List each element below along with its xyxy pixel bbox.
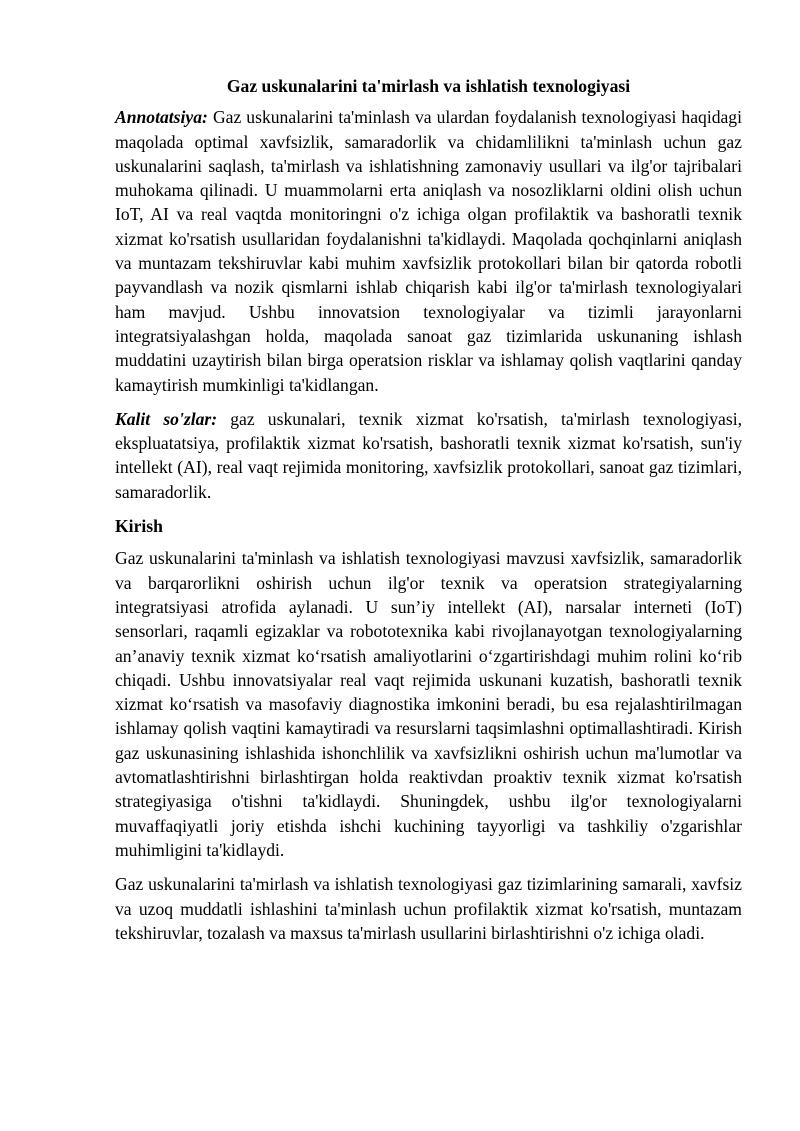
keywords-label: Kalit so'zlar: (115, 408, 218, 429)
abstract-paragraph (115, 105, 742, 397)
document-title: Gaz uskunalarini ta'mirlash va ishlatish texnologiyasi (226, 76, 631, 96)
keywords-text: gaz uskunalari, texnik xizmat ko'rsatish, ta'mirlash texnologiyasi, ekspluatatsiya, profilaktik xizmat ko'rsatish, bashoratli texnik xizmat ko'rsatish, sun'iy intellekt (AI), real vaqt rejimida monitoring, xavfsizlik protokollari, sanoat gaz tizimlari, samaradorlik. (115, 408, 742, 502)
intro-paragraph-2: Gaz uskunalarini ta'mirlash va ishlatish texnologiyasi gaz tizimlarining samarali, xavfsiz va uzoq muddatli ishlashini ta'minlash uchun profilaktik xizmat ko'rsatish, muntazam tekshiruvlar, tozalash va maxsus ta'mirlash usullarini birlashtirishni o'z ichiga oladi. (115, 874, 742, 943)
document-page (115, 74, 742, 952)
keywords-paragraph (115, 407, 742, 504)
abstract-text: Gaz uskunalarini ta'minlash va ulardan foydalanish texnologiyasi haqidagi maqolada optimal xavfsizlik, samaradorlik va chidamlilikni ta'minlash uchun gaz uskunalarini saqlash, ta'mirlash va ishlatishning zamonaviy usullari va ilg'or tajribalari muhokama qilinadi. U muammolarni erta aniqlash va nosozliklarni oldini olish uchun IoT, AI va real vaqtda monitoringni o'z ichiga olgan profilaktik va bashoratli texnik xizmat ko'rsatish usullaridan foydalanishni ta'kidlaydi. Maqolada qochqinlarni aniqlash va muntazam tekshiruvlar kabi muhim xavfsizlik protokollari bilan bir qatorda robotli payvandlash va nozik qismlarni ishlab chiqarish kabi ilg'or ta'mirlash texnologiyalari ham mavjud. Ushbu innovatsion texnologiyalar va tizimli jarayonlarni integratsiyalashgan holda, maqolada sanoat gaz tizimlarida uskunaning ishlash muddatini uzaytirish bilan birga operatsion risklar va ishlamay qolish vaqtlarini qanday kamaytirish mumkinligi ta'kidlangan. (115, 107, 742, 395)
abstract-label: Annotatsiya: (115, 107, 208, 128)
section-heading-introduction: Kirish (115, 516, 163, 537)
intro-paragraph-1: Gaz uskunalarini ta'minlash va ishlatish texnologiyasi mavzusi xavfsizlik, samaradorlik va barqarorlikni oshirish uchun ilg'or texnik va operatsion strategiyalarning integratsiyasi atrofida aylanadi. U sun’iy intellekt (AI), narsalar interneti (IoT) sensorlari, raqamli egizaklar va robototexnika kabi rivojlanayotgan texnologiyalarning an’anaviy texnik xizmat ko‘rsatish amaliyotlarini o‘zgartirishdagi muhim rolini ko‘rib chiqadi. Ushbu innovatsiyalar real vaqt rejimida uskunani kuzatish, bashoratli texnik xizmat ko‘rsatish va masofaviy diagnostika imkonini beradi, bu esa rejalashtirilmagan ishlamay qolish vaqtini kamaytiradi va resurslarni taqsimlashni optimallashtiradi. Kirish gaz uskunasining ishlashida ishonchlilik va xavfsizlikni oshirish uchun ma'lumotlar va avtomatlashtirishni birlashtirgan holda reaktivdan proaktiv texnik xizmat ko'rsatish strategiyasiga o'tishni ta'kidlaydi. Shuningdek, ushbu ilg'or texnologiyalarni muvaffaqiyatli joriy etishda ishchi kuchining tayyorligi va tashkiliy o'zgarishlar muhimligini ta'kidlaydi. (115, 548, 742, 860)
